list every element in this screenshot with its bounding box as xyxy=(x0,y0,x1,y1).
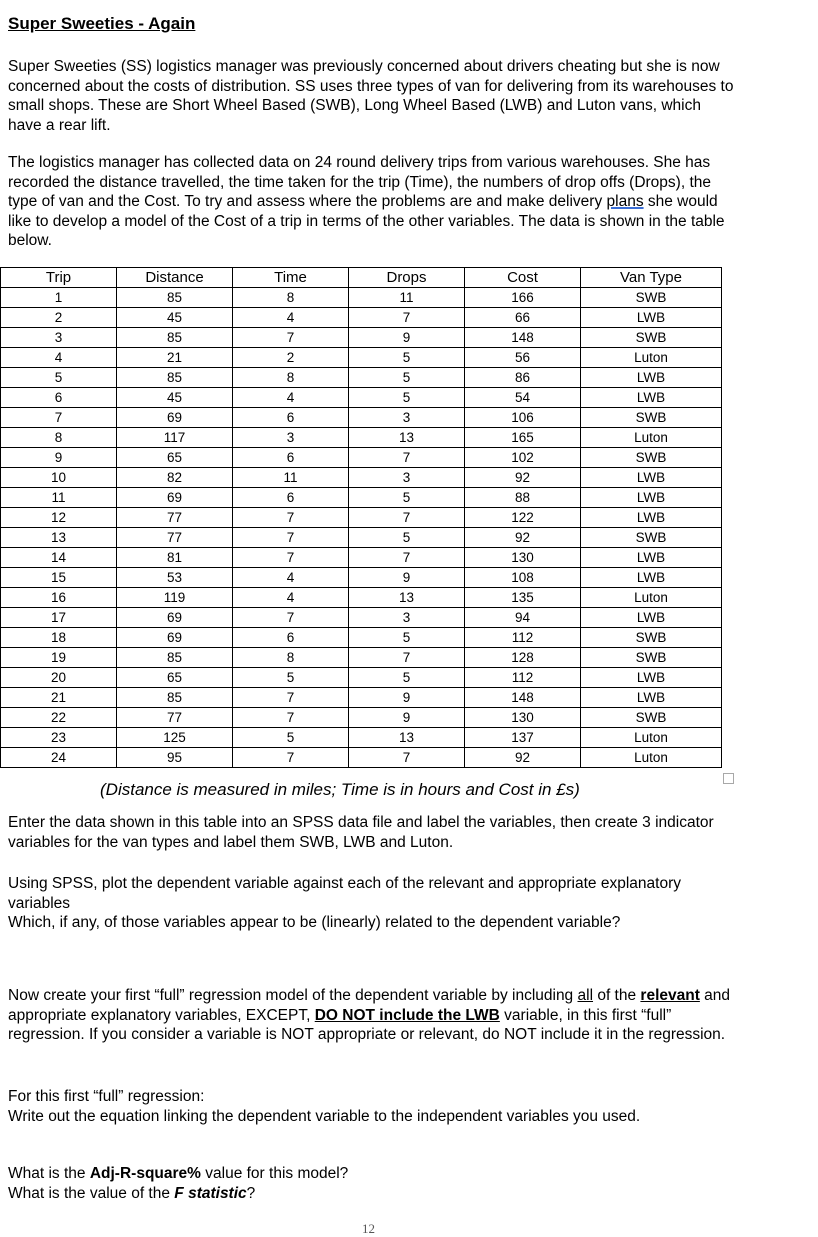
question-equation-line-2: Write out the equation linking the dependent variable to the independent variables you used. xyxy=(8,1107,641,1125)
cell-cost: 128 xyxy=(465,648,581,668)
cell-cost: 148 xyxy=(465,328,581,348)
q3-emphasis-all: all xyxy=(577,987,594,1004)
cell-time: 6 xyxy=(233,408,349,428)
cell-time: 5 xyxy=(233,668,349,688)
cell-van-type: LWB xyxy=(581,468,722,488)
page-number: 12 xyxy=(362,1221,375,1236)
table-row xyxy=(1,708,722,728)
cell-distance: 69 xyxy=(117,628,233,648)
cell-trip: 12 xyxy=(1,508,117,528)
cell-van-type: LWB xyxy=(581,668,722,688)
table-row xyxy=(1,308,722,328)
question-plot xyxy=(8,874,738,933)
table-row xyxy=(1,288,722,308)
cell-distance: 69 xyxy=(117,488,233,508)
cell-distance: 117 xyxy=(117,428,233,448)
cell-trip: 21 xyxy=(1,688,117,708)
cell-van-type: LWB xyxy=(581,568,722,588)
cell-time: 7 xyxy=(233,708,349,728)
cell-distance: 85 xyxy=(117,288,233,308)
data-table xyxy=(0,267,722,768)
header-van-type: Van Type xyxy=(581,268,722,288)
cell-distance: 77 xyxy=(117,528,233,548)
cell-cost: 92 xyxy=(465,468,581,488)
cell-drops: 9 xyxy=(349,568,465,588)
q3-text-g: variable, in this first “full” regression. If you consider a variable is NOT appropriate or relevant, do NOT include it in the regression. xyxy=(8,1006,726,1043)
cell-cost: 112 xyxy=(465,668,581,688)
table-anchor-handle[interactable] xyxy=(723,773,734,784)
cell-cost: 54 xyxy=(465,388,581,408)
cell-trip: 15 xyxy=(1,568,117,588)
table-row xyxy=(1,548,722,568)
cell-time: 6 xyxy=(233,448,349,468)
cell-cost: 92 xyxy=(465,748,581,768)
cell-time: 6 xyxy=(233,488,349,508)
cell-time: 3 xyxy=(233,428,349,448)
table-row xyxy=(1,528,722,548)
q5-f-statistic: F statistic xyxy=(174,1184,247,1202)
table-row xyxy=(1,688,722,708)
cell-distance: 77 xyxy=(117,508,233,528)
table-row xyxy=(1,388,722,408)
cell-trip: 23 xyxy=(1,728,117,748)
cell-trip: 19 xyxy=(1,648,117,668)
cell-time: 4 xyxy=(233,308,349,328)
cell-van-type: LWB xyxy=(581,688,722,708)
cell-van-type: LWB xyxy=(581,368,722,388)
header-cost: Cost xyxy=(465,268,581,288)
table-row xyxy=(1,468,722,488)
cell-drops: 5 xyxy=(349,488,465,508)
table-row xyxy=(1,488,722,508)
cell-cost: 86 xyxy=(465,368,581,388)
cell-cost: 148 xyxy=(465,688,581,708)
cell-time: 4 xyxy=(233,388,349,408)
cell-van-type: SWB xyxy=(581,628,722,648)
cell-drops: 13 xyxy=(349,428,465,448)
cell-van-type: LWB xyxy=(581,608,722,628)
cell-trip: 13 xyxy=(1,528,117,548)
cell-trip: 10 xyxy=(1,468,117,488)
cell-distance: 85 xyxy=(117,688,233,708)
cell-drops: 7 xyxy=(349,748,465,768)
cell-van-type: LWB xyxy=(581,508,722,528)
cell-cost: 166 xyxy=(465,288,581,308)
cell-van-type: Luton xyxy=(581,348,722,368)
cell-drops: 9 xyxy=(349,708,465,728)
cell-cost: 102 xyxy=(465,448,581,468)
cell-van-type: SWB xyxy=(581,708,722,728)
cell-time: 7 xyxy=(233,748,349,768)
q5-text-a: What is the xyxy=(8,1165,90,1182)
table-row xyxy=(1,648,722,668)
cell-trip: 16 xyxy=(1,588,117,608)
cell-trip: 14 xyxy=(1,548,117,568)
cell-trip: 9 xyxy=(1,448,117,468)
cell-cost: 56 xyxy=(465,348,581,368)
cell-time: 8 xyxy=(233,368,349,388)
cell-trip: 11 xyxy=(1,488,117,508)
intro-paragraph-2 xyxy=(8,153,738,251)
cell-cost: 130 xyxy=(465,548,581,568)
cell-van-type: Luton xyxy=(581,428,722,448)
cell-drops: 9 xyxy=(349,688,465,708)
cell-cost: 130 xyxy=(465,708,581,728)
cell-distance: 85 xyxy=(117,328,233,348)
header-distance: Distance xyxy=(117,268,233,288)
cell-distance: 45 xyxy=(117,388,233,408)
cell-time: 7 xyxy=(233,528,349,548)
cell-time: 8 xyxy=(233,288,349,308)
q5-text-d: What is the value of the xyxy=(8,1184,175,1202)
cell-drops: 5 xyxy=(349,668,465,688)
cell-time: 7 xyxy=(233,508,349,528)
cell-distance: 82 xyxy=(117,468,233,488)
cell-drops: 5 xyxy=(349,388,465,408)
cell-drops: 7 xyxy=(349,648,465,668)
cell-trip: 2 xyxy=(1,308,117,328)
cell-drops: 9 xyxy=(349,328,465,348)
cell-time: 7 xyxy=(233,548,349,568)
intro-p2-text-a: The logistics manager has collected data on 24 round delivery trips from various warehouses. She has recorded the distance travelled, the time taken for the trip (Time), the numbers of drop offs (Drops), the type of van and the Cost. To try and assess where the problems are and make delivery xyxy=(8,154,711,210)
cell-trip: 3 xyxy=(1,328,117,348)
cell-cost: 108 xyxy=(465,568,581,588)
cell-drops: 5 xyxy=(349,528,465,548)
header-time: Time xyxy=(233,268,349,288)
table-row xyxy=(1,368,722,388)
table-row xyxy=(1,328,722,348)
cell-trip: 17 xyxy=(1,608,117,628)
table-row xyxy=(1,348,722,368)
cell-trip: 24 xyxy=(1,748,117,768)
cell-trip: 6 xyxy=(1,388,117,408)
table-row xyxy=(1,728,722,748)
cell-van-type: Luton xyxy=(581,588,722,608)
cell-distance: 69 xyxy=(117,408,233,428)
page-title: Super Sweeties - Again xyxy=(8,14,196,33)
cell-drops: 3 xyxy=(349,408,465,428)
cell-time: 8 xyxy=(233,648,349,668)
cell-drops: 13 xyxy=(349,728,465,748)
cell-trip: 1 xyxy=(1,288,117,308)
cell-van-type: SWB xyxy=(581,328,722,348)
cell-distance: 53 xyxy=(117,568,233,588)
cell-van-type: LWB xyxy=(581,308,722,328)
cell-trip: 5 xyxy=(1,368,117,388)
cell-trip: 22 xyxy=(1,708,117,728)
cell-drops: 13 xyxy=(349,588,465,608)
q3-text-c: of the xyxy=(593,987,641,1004)
cell-van-type: SWB xyxy=(581,448,722,468)
table-row xyxy=(1,588,722,608)
question-equation xyxy=(8,1087,738,1126)
cell-cost: 88 xyxy=(465,488,581,508)
cell-distance: 65 xyxy=(117,448,233,468)
table-row xyxy=(1,608,722,628)
table-body xyxy=(1,288,722,768)
cell-distance: 21 xyxy=(117,348,233,368)
cell-distance: 85 xyxy=(117,648,233,668)
q3-text-e: and appropriate explanatory variables, EXCEPT, xyxy=(8,987,731,1024)
cell-trip: 8 xyxy=(1,428,117,448)
cell-time: 7 xyxy=(233,328,349,348)
q3-emphasis-lwb: DO NOT include the LWB xyxy=(314,1006,500,1024)
cell-drops: 5 xyxy=(349,348,465,368)
cell-distance: 69 xyxy=(117,608,233,628)
cell-cost: 122 xyxy=(465,508,581,528)
cell-time: 11 xyxy=(233,468,349,488)
question-equation-line-1: For this first “full” regression: xyxy=(8,1088,205,1105)
cell-distance: 81 xyxy=(117,548,233,568)
header-drops: Drops xyxy=(349,268,465,288)
cell-distance: 45 xyxy=(117,308,233,328)
cell-drops: 7 xyxy=(349,548,465,568)
table-header-row xyxy=(1,268,722,288)
question-enter-data: Enter the data shown in this table into an SPSS data file and label the variables, then create 3 indicator variables for the van types and label them SWB, LWB and Luton. xyxy=(8,814,714,851)
cell-van-type: SWB xyxy=(581,408,722,428)
table-row xyxy=(1,668,722,688)
cell-drops: 7 xyxy=(349,308,465,328)
cell-van-type: SWB xyxy=(581,288,722,308)
cell-cost: 66 xyxy=(465,308,581,328)
cell-trip: 4 xyxy=(1,348,117,368)
cell-time: 5 xyxy=(233,728,349,748)
cell-trip: 18 xyxy=(1,628,117,648)
question-statistics xyxy=(8,1164,738,1203)
cell-time: 4 xyxy=(233,568,349,588)
intro-paragraph-1: Super Sweeties (SS) logistics manager was previously concerned about drivers cheating but she is now concerned about the costs of distribution. SS uses three types of van for delivering from its warehouses to small shops. These are Short Wheel Based (SWB), Long Wheel Based (LWB) and Luton vans, which have a rear lift. xyxy=(8,58,734,134)
cell-van-type: Luton xyxy=(581,728,722,748)
cell-drops: 3 xyxy=(349,608,465,628)
table-row xyxy=(1,748,722,768)
cell-distance: 77 xyxy=(117,708,233,728)
cell-cost: 135 xyxy=(465,588,581,608)
q5-adj-r-square: Adj-R-square% xyxy=(89,1165,201,1182)
table-row xyxy=(1,628,722,648)
cell-drops: 5 xyxy=(349,628,465,648)
table-caption: (Distance is measured in miles; Time is in hours and Cost in £s) xyxy=(100,780,580,799)
intro-p2-text-b: she would like to develop a model of the Cost of a trip in terms of the other variables. The data is shown in the table below. xyxy=(8,193,725,249)
q5-text-c: value for this model? xyxy=(200,1165,349,1182)
cell-cost: 112 xyxy=(465,628,581,648)
cell-van-type: LWB xyxy=(581,488,722,508)
table-row xyxy=(1,428,722,448)
question-full-regression xyxy=(8,986,738,1045)
cell-drops: 5 xyxy=(349,368,465,388)
cell-van-type: Luton xyxy=(581,748,722,768)
cell-cost: 94 xyxy=(465,608,581,628)
table-row xyxy=(1,568,722,588)
cell-distance: 125 xyxy=(117,728,233,748)
cell-distance: 119 xyxy=(117,588,233,608)
cell-drops: 7 xyxy=(349,508,465,528)
cell-time: 7 xyxy=(233,608,349,628)
table-row xyxy=(1,448,722,468)
cell-drops: 3 xyxy=(349,468,465,488)
cell-drops: 11 xyxy=(349,288,465,308)
cell-time: 6 xyxy=(233,628,349,648)
cell-van-type: LWB xyxy=(581,548,722,568)
table-row xyxy=(1,408,722,428)
cell-cost: 137 xyxy=(465,728,581,748)
cell-cost: 165 xyxy=(465,428,581,448)
cell-cost: 106 xyxy=(465,408,581,428)
header-trip: Trip xyxy=(1,268,117,288)
cell-distance: 65 xyxy=(117,668,233,688)
cell-cost: 92 xyxy=(465,528,581,548)
cell-van-type: SWB xyxy=(581,648,722,668)
cell-van-type: SWB xyxy=(581,528,722,548)
question-plot-line-1: Using SPSS, plot the dependent variable against each of the relevant and appropriate explanatory variables xyxy=(8,875,681,912)
cell-distance: 85 xyxy=(117,368,233,388)
table-row xyxy=(1,508,722,528)
cell-time: 7 xyxy=(233,688,349,708)
cell-time: 4 xyxy=(233,588,349,608)
cell-time: 2 xyxy=(233,348,349,368)
q3-emphasis-relevant: relevant xyxy=(640,987,700,1004)
cell-drops: 7 xyxy=(349,448,465,468)
spellcheck-flagged-word: plans xyxy=(606,193,644,210)
cell-trip: 20 xyxy=(1,668,117,688)
q3-text-a: Now create your first “full” regression model of the dependent variable by including xyxy=(8,987,578,1004)
cell-van-type: LWB xyxy=(581,388,722,408)
question-plot-line-2: Which, if any, of those variables appear to be (linearly) related to the dependent variable? xyxy=(8,914,621,931)
q5-text-f: ? xyxy=(246,1184,256,1202)
cell-trip: 7 xyxy=(1,408,117,428)
cell-distance: 95 xyxy=(117,748,233,768)
